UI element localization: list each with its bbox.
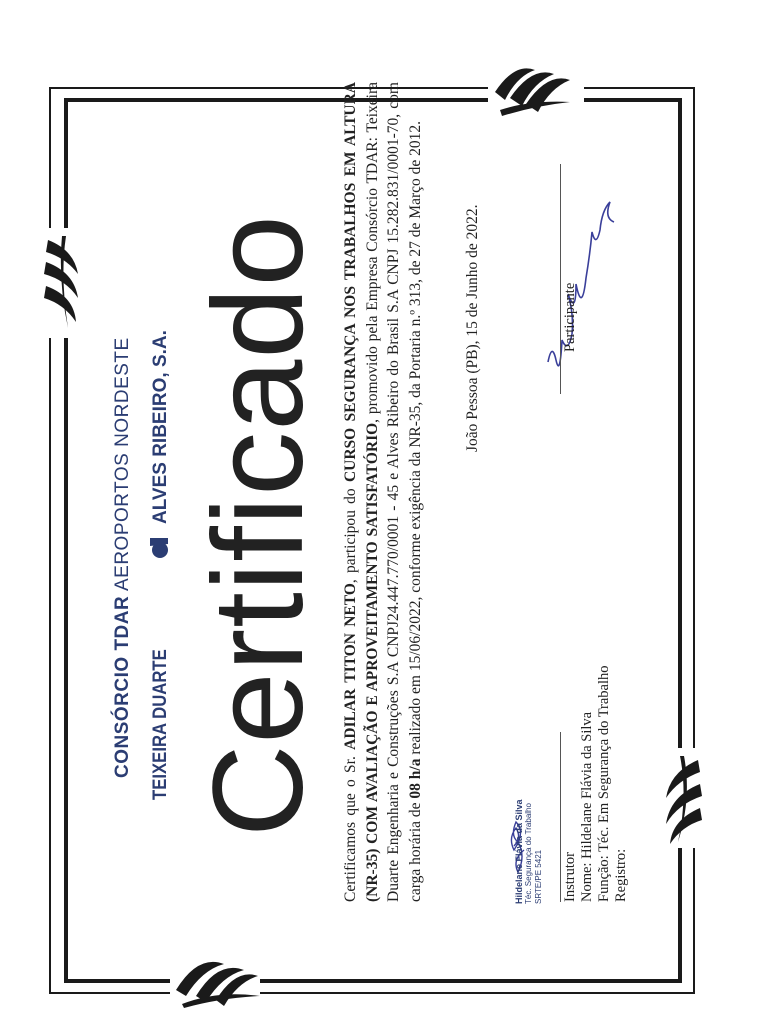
instructor-function: Função: Téc. Em Segurança do Trabalho xyxy=(596,665,612,902)
instructor-block xyxy=(562,665,630,902)
certificate-title: Certificado xyxy=(187,214,330,837)
consorcio-name: CONSÓRCIO TDAR xyxy=(112,595,133,778)
certificate-content xyxy=(24,32,744,992)
alves-ribeiro-logo-mark xyxy=(146,530,172,560)
stamp-registry: SRTE/PE 5421 xyxy=(534,849,543,904)
consorcio-subtitle: AEROPORTOS NORDESTE xyxy=(112,337,133,592)
participant-name: ADILAR TITON NETO xyxy=(342,583,359,750)
alves-ribeiro-logo: ALVES RIBEIRO, S.A. xyxy=(150,330,171,524)
body-company: , promovido pela Empresa Consórcio TDAR: Teixeira Duarte Engenharia e Construções S.A CNPJ24.447.770/0001 - 45 e Alves Ribeiro do Brasil S.A CNPJ 15.282.831/0001-70, com carga horária de xyxy=(363,82,424,902)
consorcio-header xyxy=(112,337,134,778)
instructor-name: Nome: Hildelane Flávia da Silva xyxy=(579,711,595,902)
course-name: CURSO SEGURANÇA NOS TRABALHOS EM ALTURA (NR-35) COM AVALIAÇÃO E APROVEITAMENTO SATISFATÓRIO xyxy=(342,82,381,902)
instructor-role: Instrutor xyxy=(562,852,578,902)
instructor-stamp xyxy=(514,799,544,904)
instructor-signature-line xyxy=(560,732,561,902)
stamp-name: Hildelane Flávia da Silva xyxy=(514,799,524,904)
place-date: João Pessoa (PB), 15 de Junho de 2022. xyxy=(464,204,481,452)
participant-label: Participante xyxy=(562,282,578,352)
body-intro: Certificamos que o Sr. xyxy=(342,749,359,902)
body-end: realizado em 15/06/2022, conforme exigência da NR-35, da Portaria n.º 313, de 27 de Março de 2012. xyxy=(406,120,424,759)
course-hours: 08 h/a xyxy=(406,758,424,799)
stamp-role: Téc. Segurança do Trabalho xyxy=(524,803,533,904)
teixeira-duarte-logo: TEIXEIRA DUARTE xyxy=(150,649,171,800)
participant-signature-line xyxy=(560,164,561,394)
instructor-registry: Registro: xyxy=(613,848,629,902)
body-mid: , participou do xyxy=(342,482,359,584)
certificate-body xyxy=(340,82,426,902)
